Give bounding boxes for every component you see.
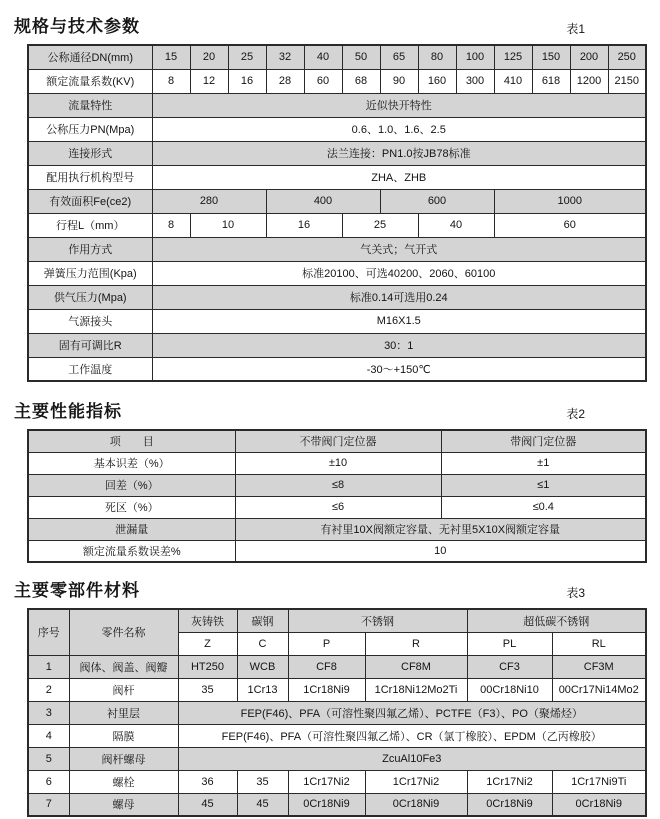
table-cell: 8 [152,69,190,93]
table-cell: 1Cr18Ni12Mo2Ti [365,678,467,701]
table-cell: 灰铸铁 [178,609,237,632]
table-cell: FEP(F46)、PFA（可溶性聚四氟乙烯）、CR（氯丁橡胶）、EPDM（乙丙橡胶） [178,724,646,747]
table-row [28,285,646,309]
table-row [28,141,646,165]
table-cell: 160 [418,69,456,93]
table-cell: FEP(F46)、PFA（可溶性聚四氟乙烯）、PCTFE（F3）、PO（聚烯烃） [178,701,646,724]
table-cell: 序号 [28,609,69,655]
table-row [28,333,646,357]
table-cell: 125 [494,45,532,69]
table-cell: 行程L（mm） [28,213,152,237]
table-row [28,678,646,701]
table-cell: 阀杆 [69,678,178,701]
table-cell: 100 [456,45,494,69]
table-cell: 16 [228,69,266,93]
table-row [28,430,646,452]
table-cell: 50 [342,45,380,69]
table-cell: 有效面积Fe(ce2) [28,189,152,213]
table-cell: 作用方式 [28,237,152,261]
table-cell: 30：1 [152,333,646,357]
table-cell: 65 [380,45,418,69]
table-cell: CF3 [467,655,552,678]
table-cell: P [288,632,365,655]
section-header-specs [14,12,645,37]
table-row [28,452,646,474]
table-cell: ZHA、ZHB [152,165,646,189]
section-specs [14,12,660,382]
table-cell: 超低碳不锈钢 [467,609,646,632]
table-cell: 近似快开特性 [152,93,646,117]
table-cell: CF8M [365,655,467,678]
table-cell: 泄漏量 [28,518,235,540]
table-cell: 4 [28,724,69,747]
table-cell: 280 [152,189,266,213]
table-cell: 标准0.14可选用0.24 [152,285,646,309]
table-cell: 2150 [608,69,646,93]
table-cell: 60 [304,69,342,93]
table-cell: 3 [28,701,69,724]
table-cell: 7 [28,793,69,816]
table-cell: 衬里层 [69,701,178,724]
table-cell: 额定流量系数误差% [28,540,235,562]
specs-table [27,44,647,382]
table-row [28,165,646,189]
table-cell: 配用执行机构型号 [28,165,152,189]
table-cell: 螺栓 [69,770,178,793]
table-cell: PL [467,632,552,655]
table-cell: ±10 [235,452,441,474]
table-cell: 1Cr17Ni2 [288,770,365,793]
table-cell: HT250 [178,655,237,678]
table-row [28,309,646,333]
table-cell: 带阀门定位器 [441,430,646,452]
table-cell: 20 [190,45,228,69]
table-cell: 1000 [494,189,646,213]
table-cell: 80 [418,45,456,69]
table-cell: R [365,632,467,655]
table-cell: 28 [266,69,304,93]
table-cell: 标准20100、可选40200、2060、60100 [152,261,646,285]
table-cell: 弹簧压力范围(Kpa) [28,261,152,285]
table-cell: 15 [152,45,190,69]
table-cell: 额定流量系数(KV) [28,69,152,93]
table-number-label-2: 表2 [566,407,585,421]
table-cell: ZcuAl10Fe3 [178,747,646,770]
table-row [28,793,646,816]
table-cell: 不锈钢 [288,609,467,632]
table-cell: 300 [456,69,494,93]
table-cell: RL [552,632,646,655]
table-cell: 供气压力(Mpa) [28,285,152,309]
table-cell: Z [178,632,237,655]
table-cell: ≤6 [235,496,441,518]
table-cell: 35 [237,770,288,793]
table-cell: 1Cr17Ni2 [467,770,552,793]
table-cell: 600 [380,189,494,213]
table-row [28,261,646,285]
table-cell: 1Cr17Ni9Ti [552,770,646,793]
table-row [28,724,646,747]
table-cell: 公称压力PN(Mpa) [28,117,152,141]
table-cell: 90 [380,69,418,93]
table-cell: 250 [608,45,646,69]
table-cell: 0Cr18Ni9 [288,793,365,816]
table-cell: 项 目 [28,430,235,452]
performance-table [27,429,647,563]
section-header-materials [14,576,645,601]
table-cell: 16 [266,213,342,237]
table-row [28,117,646,141]
table-row [28,518,646,540]
table-cell: 0Cr18Ni9 [365,793,467,816]
table-cell: 螺母 [69,793,178,816]
section-title-materials: 主要零部件材料 [14,581,140,600]
table-cell: 1Cr18Ni9 [288,678,365,701]
section-performance [14,397,660,563]
table-cell: 1 [28,655,69,678]
table-cell: 25 [342,213,418,237]
table-cell: C [237,632,288,655]
table-cell: 8 [152,213,190,237]
table-cell: 固有可调比R [28,333,152,357]
table-row [28,655,646,678]
table-cell: 碳钢 [237,609,288,632]
table-cell: 公称通径DN(mm) [28,45,152,69]
table-row [28,474,646,496]
section-title-performance: 主要性能指标 [14,402,122,421]
table-cell: -30～+150℃ [152,357,646,381]
table-cell: ≤1 [441,474,646,496]
table-cell: 气源接头 [28,309,152,333]
table-cell: 35 [178,678,237,701]
table-cell: 2 [28,678,69,701]
table-cell: 死区（%） [28,496,235,518]
table-cell: 流量特性 [28,93,152,117]
table-row [28,69,646,93]
table-cell: 1200 [570,69,608,93]
table-row [28,609,646,632]
table-cell: 45 [237,793,288,816]
table-cell: M16X1.5 [152,309,646,333]
table-cell: 法兰连接：PN1.0按JB78标准 [152,141,646,165]
table-number-label-1: 表1 [566,22,585,36]
table-cell: 60 [494,213,646,237]
table-cell: 零件名称 [69,609,178,655]
table-row [28,770,646,793]
section-header-performance [14,397,645,422]
table-cell: 00Cr18Ni10 [467,678,552,701]
table-cell: 0Cr18Ni9 [552,793,646,816]
table-cell: 10 [190,213,266,237]
table-cell: 40 [304,45,342,69]
table-cell: 5 [28,747,69,770]
table-cell: ≤8 [235,474,441,496]
table-cell: 200 [570,45,608,69]
table-cell: 150 [532,45,570,69]
table-cell: 40 [418,213,494,237]
table-cell: CF3M [552,655,646,678]
section-materials [14,576,660,817]
table-cell: CF8 [288,655,365,678]
table-row [28,93,646,117]
table-cell: 10 [235,540,646,562]
table-cell: 阀体、阀盖、阀瓣 [69,655,178,678]
table-cell: 36 [178,770,237,793]
table-cell: 6 [28,770,69,793]
table-row [28,357,646,381]
table-cell: 阀杆螺母 [69,747,178,770]
table-cell: 0Cr18Ni9 [467,793,552,816]
table-cell: 00Cr17Ni14Mo2 [552,678,646,701]
table-cell: ±1 [441,452,646,474]
table-row [28,747,646,770]
table-cell: WCB [237,655,288,678]
table-cell: 1Cr13 [237,678,288,701]
table-row [28,701,646,724]
table-cell: 12 [190,69,228,93]
table-cell: 0.6、1.0、1.6、2.5 [152,117,646,141]
table-cell: 68 [342,69,380,93]
table-cell: 气关式；气开式 [152,237,646,261]
table-cell: 32 [266,45,304,69]
table-cell: 工作温度 [28,357,152,381]
table-cell: ≤0.4 [441,496,646,518]
table-cell: 连接形式 [28,141,152,165]
table-cell: 400 [266,189,380,213]
table-number-label-3: 表3 [566,586,585,600]
table-row [28,540,646,562]
table-cell: 不带阀门定位器 [235,430,441,452]
table-cell: 有衬里10X阀额定容量、无衬里5X10X阀额定容量 [235,518,646,540]
table-cell: 1Cr17Ni2 [365,770,467,793]
table-row [28,213,646,237]
table-cell: 基本识差（%） [28,452,235,474]
materials-table [27,608,647,817]
section-title-specs: 规格与技术参数 [14,17,140,36]
table-cell: 45 [178,793,237,816]
table-cell: 回差（%） [28,474,235,496]
table-cell: 410 [494,69,532,93]
table-cell: 隔膜 [69,724,178,747]
table-row [28,496,646,518]
table-cell: 618 [532,69,570,93]
table-row [28,237,646,261]
table-row [28,189,646,213]
table-row [28,45,646,69]
table-cell: 25 [228,45,266,69]
